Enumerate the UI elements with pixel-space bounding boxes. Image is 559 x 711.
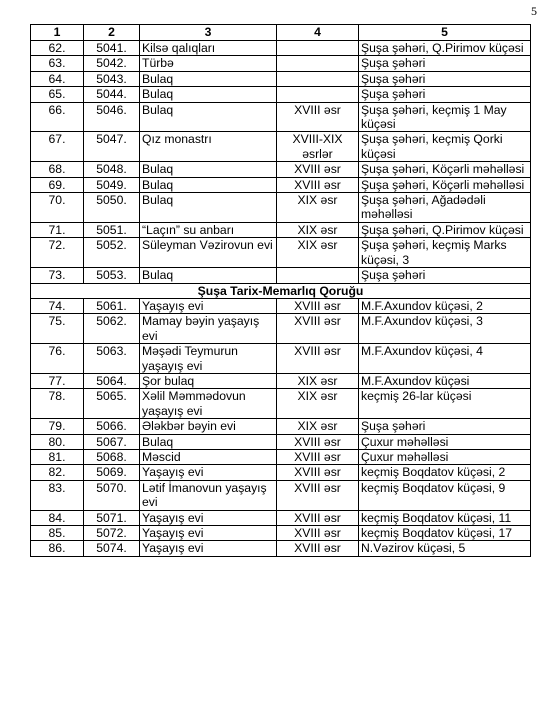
row-number: 70. (31, 193, 84, 223)
monument-date (277, 41, 359, 56)
monument-date: XVIII əsr (277, 344, 359, 374)
monument-code: 5062. (84, 314, 140, 344)
table-row (31, 510, 531, 525)
monument-date: XVIII əsr (277, 314, 359, 344)
table-row (31, 541, 531, 556)
monument-name: Məscid (140, 449, 277, 464)
monument-address: keçmiş Boqdatov küçəsi, 2 (359, 465, 531, 480)
row-number: 73. (31, 268, 84, 283)
monument-date: XVIII əsr (277, 434, 359, 449)
monument-name: Mamay bəyin yaşayış evi (140, 314, 277, 344)
row-number: 66. (31, 102, 84, 132)
monument-address: M.F.Axundov küçəsi, 3 (359, 314, 531, 344)
monument-name: Lətif İmanovun yaşayış evi (140, 480, 277, 510)
monument-date: XVIII əsr (277, 465, 359, 480)
section-body (31, 283, 531, 298)
monuments-table (30, 24, 531, 557)
row-number: 65. (31, 87, 84, 102)
monument-date (277, 87, 359, 102)
table-row (31, 177, 531, 192)
table-row (31, 41, 531, 56)
row-number: 74. (31, 298, 84, 313)
monument-name: Məşədi Teymurun yaşayış evi (140, 344, 277, 374)
monument-date: XIX əsr (277, 193, 359, 223)
monument-code: 5069. (84, 465, 140, 480)
monument-name: Bulaq (140, 71, 277, 86)
table-row (31, 314, 531, 344)
monument-address: Şuşa şəhəri (359, 87, 531, 102)
row-number: 84. (31, 510, 84, 525)
monument-code: 5041. (84, 41, 140, 56)
monument-address: Şuşa şəhəri, keçmiş 1 May küçəsi (359, 102, 531, 132)
table-row (31, 480, 531, 510)
monument-address: Şuşa şəhəri, keçmiş Marks küçəsi, 3 (359, 238, 531, 268)
monument-date: XVIII-XIX əsrlər (277, 132, 359, 162)
table-row (31, 87, 531, 102)
table-row (31, 373, 531, 388)
monument-address: Şuşa şəhəri (359, 268, 531, 283)
table-row (31, 389, 531, 419)
header-row (31, 25, 531, 41)
monument-name: Bulaq (140, 162, 277, 177)
table-row (31, 465, 531, 480)
table-row (31, 222, 531, 237)
monument-code: 5065. (84, 389, 140, 419)
monument-date: XVIII əsr (277, 177, 359, 192)
monument-code: 5071. (84, 510, 140, 525)
table-row (31, 344, 531, 374)
row-number: 62. (31, 41, 84, 56)
table-row (31, 132, 531, 162)
table-row (31, 526, 531, 541)
table-row (31, 102, 531, 132)
row-number: 83. (31, 480, 84, 510)
monument-name: Bulaq (140, 434, 277, 449)
column-header-1: 1 (31, 25, 84, 41)
table-row (31, 298, 531, 313)
monument-name: Bulaq (140, 268, 277, 283)
column-header-5: 5 (359, 25, 531, 41)
monument-name: Yaşayış evi (140, 298, 277, 313)
monument-name: Ələkbər bəyin evi (140, 419, 277, 434)
table-row (31, 268, 531, 283)
table-row (31, 71, 531, 86)
row-number: 78. (31, 389, 84, 419)
monument-code: 5064. (84, 373, 140, 388)
column-header-4: 4 (277, 25, 359, 41)
monument-address: Şuşa şəhəri, Q.Pirimov küçəsi (359, 41, 531, 56)
row-number: 67. (31, 132, 84, 162)
monument-date: XVIII əsr (277, 298, 359, 313)
row-number: 76. (31, 344, 84, 374)
column-header-3: 3 (140, 25, 277, 41)
monument-code: 5072. (84, 526, 140, 541)
monument-name: Xəlil Məmmədovun yaşayış evi (140, 389, 277, 419)
monument-code: 5044. (84, 87, 140, 102)
monument-address: Şuşa şəhəri, Köçərli məhəlləsi (359, 177, 531, 192)
monument-name: Yaşayış evi (140, 510, 277, 525)
monument-address: Şuşa şəhəri, Ağadədəli məhəlləsi (359, 193, 531, 223)
monument-date: XIX əsr (277, 222, 359, 237)
table-body-before (31, 41, 531, 284)
row-number: 81. (31, 449, 84, 464)
monument-name: Süleyman Vəzirovun evi (140, 238, 277, 268)
monument-address: N.Vəzirov küçəsi, 5 (359, 541, 531, 556)
monument-code: 5048. (84, 162, 140, 177)
row-number: 80. (31, 434, 84, 449)
monument-date: XVIII əsr (277, 526, 359, 541)
table-row (31, 193, 531, 223)
monument-code: 5049. (84, 177, 140, 192)
monument-code: 5074. (84, 541, 140, 556)
column-header-2: 2 (84, 25, 140, 41)
row-number: 85. (31, 526, 84, 541)
monument-name: Qız monastrı (140, 132, 277, 162)
row-number: 75. (31, 314, 84, 344)
monument-code: 5052. (84, 238, 140, 268)
monument-name: “Laçın” su anbarı (140, 222, 277, 237)
monument-name: Şor bulaq (140, 373, 277, 388)
row-number: 72. (31, 238, 84, 268)
table-row (31, 434, 531, 449)
monument-code: 5042. (84, 56, 140, 71)
monument-date: XVIII əsr (277, 162, 359, 177)
monument-code: 5068. (84, 449, 140, 464)
monument-name: Türbə (140, 56, 277, 71)
section-title: Şuşa Tarix-Memarlıq Qoruğu (31, 283, 531, 298)
monument-address: Şuşa şəhəri, Köçərli məhəlləsi (359, 162, 531, 177)
monument-address: keçmiş Boqdatov küçəsi, 11 (359, 510, 531, 525)
monument-address: M.F.Axundov küçəsi, 2 (359, 298, 531, 313)
monument-date (277, 56, 359, 71)
monument-code: 5050. (84, 193, 140, 223)
monument-date (277, 71, 359, 86)
monument-address: Çuxur məhəlləsi (359, 449, 531, 464)
monument-date: XVIII əsr (277, 510, 359, 525)
monument-name: Bulaq (140, 193, 277, 223)
monument-date: XIX əsr (277, 389, 359, 419)
row-number: 86. (31, 541, 84, 556)
monument-address: Şuşa şəhəri, Q.Pirimov küçəsi (359, 222, 531, 237)
monument-date: XIX əsr (277, 419, 359, 434)
section-heading-row (31, 283, 531, 298)
monument-date: XVIII əsr (277, 480, 359, 510)
row-number: 68. (31, 162, 84, 177)
row-number: 79. (31, 419, 84, 434)
monument-code: 5067. (84, 434, 140, 449)
monument-address: M.F.Axundov küçəsi (359, 373, 531, 388)
monument-name: Yaşayış evi (140, 465, 277, 480)
monument-code: 5066. (84, 419, 140, 434)
monument-date: XVIII əsr (277, 541, 359, 556)
monument-date (277, 268, 359, 283)
monument-code: 5063. (84, 344, 140, 374)
monument-address: Şuşa şəhəri (359, 56, 531, 71)
row-number: 64. (31, 71, 84, 86)
monument-name: Yaşayış evi (140, 526, 277, 541)
table-row (31, 56, 531, 71)
monument-code: 5047. (84, 132, 140, 162)
row-number: 77. (31, 373, 84, 388)
monument-date: XIX əsr (277, 238, 359, 268)
row-number: 69. (31, 177, 84, 192)
monument-name: Yaşayış evi (140, 541, 277, 556)
monument-date: XIX əsr (277, 373, 359, 388)
page-number: 5 (531, 4, 537, 18)
table-header (31, 25, 531, 41)
row-number: 63. (31, 56, 84, 71)
monument-address: keçmiş Boqdatov küçəsi, 9 (359, 480, 531, 510)
monument-address: M.F.Axundov küçəsi, 4 (359, 344, 531, 374)
monument-address: keçmiş 26-lar küçəsi (359, 389, 531, 419)
monument-address: Şuşa şəhəri, keçmiş Qorki küçəsi (359, 132, 531, 162)
row-number: 82. (31, 465, 84, 480)
monument-address: Şuşa şəhəri (359, 71, 531, 86)
monument-address: Şuşa şəhəri (359, 419, 531, 434)
monument-address: Çuxur məhəlləsi (359, 434, 531, 449)
table-body-after (31, 298, 531, 556)
monument-address: keçmiş Boqdatov küçəsi, 17 (359, 526, 531, 541)
monument-date: XVIII əsr (277, 102, 359, 132)
monument-name: Kilsə qalıqları (140, 41, 277, 56)
monument-code: 5046. (84, 102, 140, 132)
table-row (31, 238, 531, 268)
row-number: 71. (31, 222, 84, 237)
table-row (31, 449, 531, 464)
table-row (31, 162, 531, 177)
monument-code: 5070. (84, 480, 140, 510)
monument-date: XVIII əsr (277, 449, 359, 464)
monument-code: 5053. (84, 268, 140, 283)
table-row (31, 419, 531, 434)
monument-code: 5061. (84, 298, 140, 313)
monument-name: Bulaq (140, 87, 277, 102)
monument-code: 5043. (84, 71, 140, 86)
monument-name: Bulaq (140, 177, 277, 192)
monument-name: Bulaq (140, 102, 277, 132)
monument-code: 5051. (84, 222, 140, 237)
